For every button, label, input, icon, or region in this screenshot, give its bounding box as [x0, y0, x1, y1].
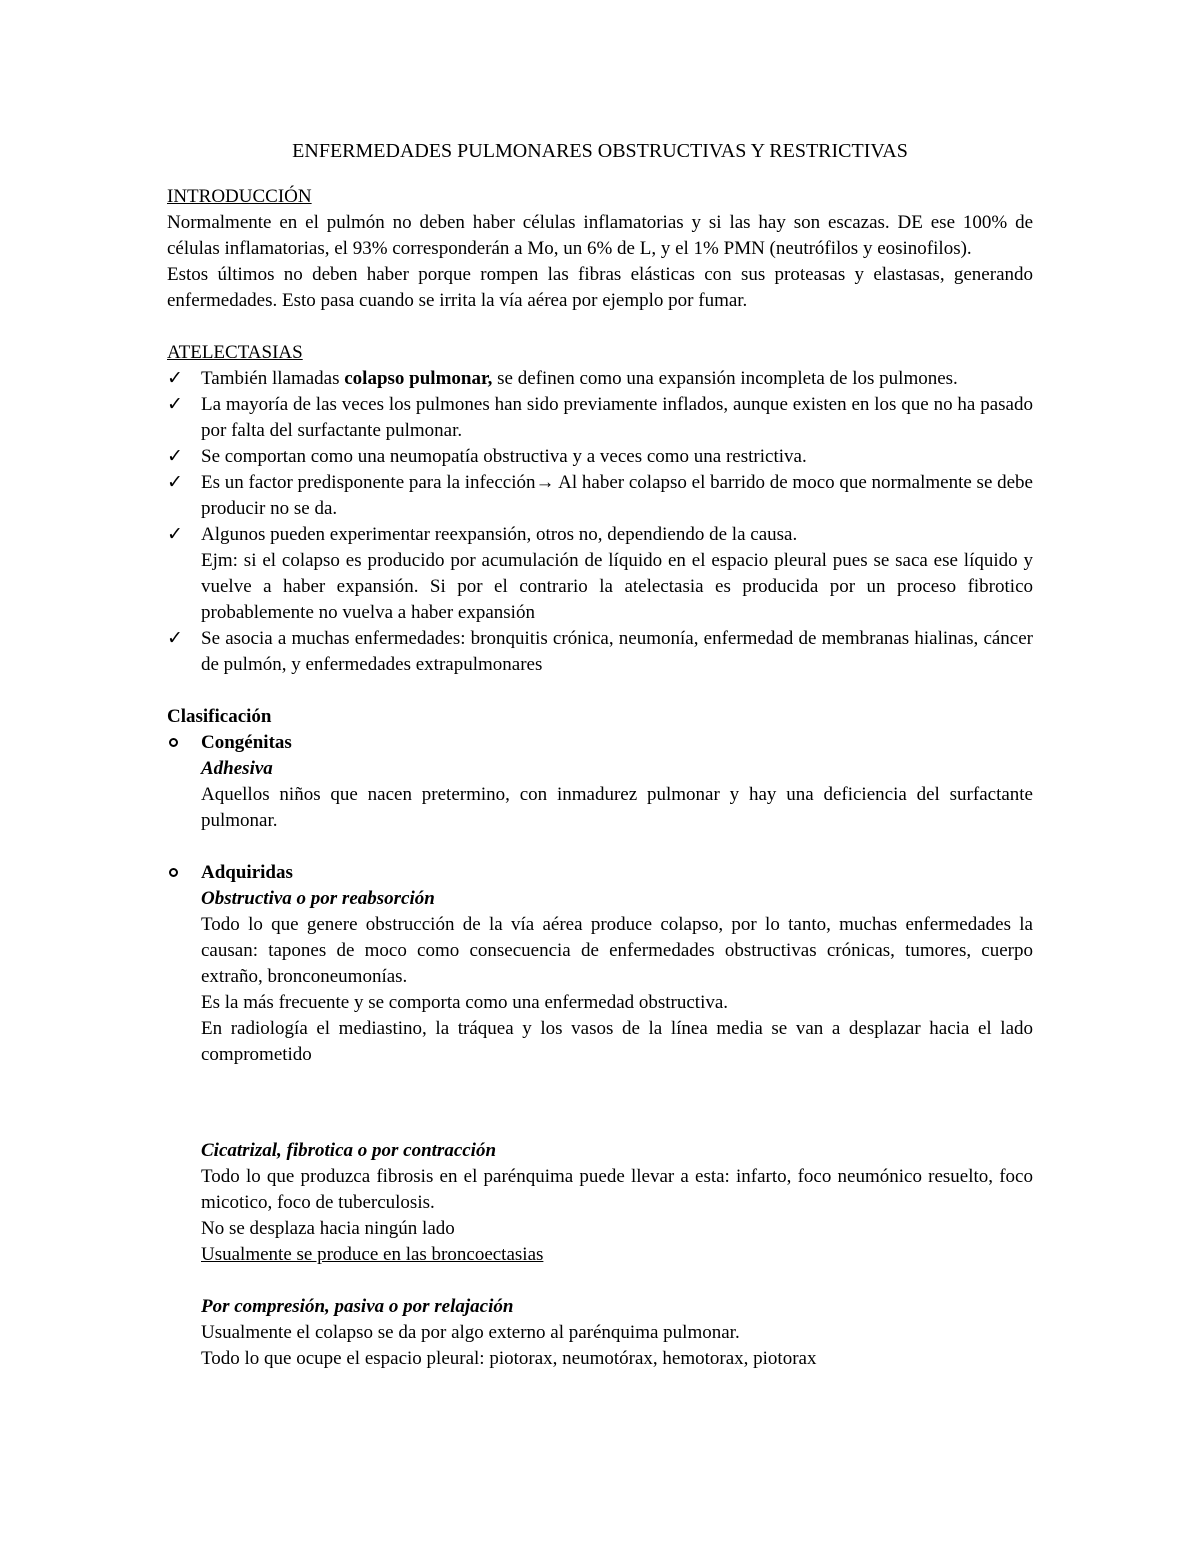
congenitas-content: [167, 756, 1033, 834]
cicatrizal-title: Cicatrizal, fibrotica o por contracción: [201, 1140, 497, 1161]
spacer: [167, 314, 1033, 340]
cicatrizal-paragraph-2: No se desplaza hacia ningún lado: [201, 1218, 455, 1239]
congenitas-bullet: [167, 730, 1033, 756]
list-item: [167, 444, 1033, 470]
spacer: [201, 1068, 1033, 1138]
spacer: [167, 834, 1033, 860]
intro-paragraph-1: Normalmente en el pulmón no deben haber células inflamatorias y si las hay son escazas. DE ese 100% de células inflamatorias, el 93% corresponderán a Mo, un 6% de L, y el 1% PMN (neutrófilos y eosinofilos).: [167, 212, 1033, 259]
checkmark-icon: ✓: [167, 446, 183, 467]
item-text: Se comportan como una neumopatía obstructiva y a veces como una restrictiva.: [201, 446, 807, 467]
adhesiva-text: Aquellos niños que nacen pretermino, con inmadurez pulmonar y hay una deficiencia del surfactante pulmonar.: [201, 784, 1033, 831]
cicatrizal-paragraph-1: Todo lo que produzca fibrosis en el parénquima puede llevar a esta: infarto, foco neumónico resuelto, foco micotico, foco de tuberculosis.: [201, 1166, 1033, 1213]
spacer: [167, 678, 1033, 704]
compresion-title: Por compresión, pasiva o por relajación: [201, 1296, 514, 1317]
congenitas-label: Congénitas: [201, 732, 292, 753]
obstructiva-paragraph-1: Todo lo que genere obstrucción de la vía aérea produce colapso, por lo tanto, muchas enfermedades la causan: tapones de moco como consecuencia de enfermedades obstructivas crónicas, tumores, cuerpo extraño, bronconeumonías.: [201, 914, 1033, 987]
hollow-circle-bullet-icon: [169, 738, 178, 747]
adquiridas-bullet: [167, 860, 1033, 886]
list-item: [167, 470, 1033, 522]
atelectasias-list: [167, 366, 1033, 678]
checkmark-icon: ✓: [167, 472, 183, 493]
list-item: [167, 522, 1033, 626]
atelectasias-heading: ATELECTASIAS: [167, 342, 303, 363]
intro-paragraph-2: Estos últimos no deben haber porque rompen las fibras elásticas con sus proteasas y elastasas, generando enfermedades. Esto pasa cuando se irrita la vía aérea por ejemplo por fumar.: [167, 264, 1033, 311]
compresion-paragraph-2: Todo lo que ocupe el espacio pleural: piotorax, neumotórax, hemotorax, piotorax: [201, 1348, 817, 1369]
checkmark-icon: ✓: [167, 368, 183, 389]
checkmark-icon: ✓: [167, 524, 183, 545]
list-item: [167, 366, 1033, 392]
document-page: [167, 138, 1033, 1372]
obstructiva-title: Obstructiva o por reabsorción: [201, 888, 435, 909]
item-text: se definen como una expansión incompleta de los pulmones.: [492, 368, 958, 389]
cicatrizal-paragraph-3: Usualmente se produce en las broncoectasias: [201, 1244, 544, 1265]
item-text: Se asocia a muchas enfermedades: bronquitis crónica, neumonía, enfermedad de membranas hialinas, cáncer de pulmón, y enfermedades extrapulmonares: [201, 628, 1033, 675]
compresion-paragraph-1: Usualmente el colapso se da por algo externo al parénquima pulmonar.: [201, 1322, 740, 1343]
spacer: [201, 1268, 1033, 1294]
adquiridas-content: [167, 886, 1033, 1372]
item-example: Ejm: si el colapso es producido por acumulación de líquido en el espacio pleural pues se saca ese líquido y vuelve a haber expansión. Si por el contrario la atelectasia es producida por un proceso fibrotico probablemente no vuelva a haber expansión: [201, 550, 1033, 623]
item-text: También llamadas: [201, 368, 345, 389]
item-text: Es un factor predisponente para la infección→ Al haber colapso el barrido de moco que normalmente se debe producir no se da.: [201, 472, 1033, 519]
item-text: La mayoría de las veces los pulmones han sido previamente inflados, aunque existen en los que no ha pasado por falta del surfactante pulmonar.: [201, 394, 1033, 441]
item-text: Algunos pueden experimentar reexpansión, otros no, dependiendo de la causa.: [201, 524, 798, 545]
adhesiva-title: Adhesiva: [201, 758, 273, 779]
checkmark-icon: ✓: [167, 394, 183, 415]
list-item: [167, 626, 1033, 678]
item-bold-term: colapso pulmonar,: [344, 368, 493, 389]
intro-heading: INTRODUCCIÓN: [167, 186, 312, 207]
checkmark-icon: ✓: [167, 628, 183, 649]
obstructiva-paragraph-2: Es la más frecuente y se comporta como una enfermedad obstructiva.: [201, 992, 729, 1013]
document-title: ENFERMEDADES PULMONARES OBSTRUCTIVAS Y RESTRICTIVAS: [292, 140, 908, 162]
hollow-circle-bullet-icon: [169, 868, 178, 877]
obstructiva-paragraph-3: En radiología el mediastino, la tráquea y los vasos de la línea media se van a desplazar hacia el lado comprometido: [201, 1018, 1033, 1065]
clasificacion-heading: Clasificación: [167, 706, 272, 727]
list-item: [167, 392, 1033, 444]
adquiridas-label: Adquiridas: [201, 862, 293, 883]
